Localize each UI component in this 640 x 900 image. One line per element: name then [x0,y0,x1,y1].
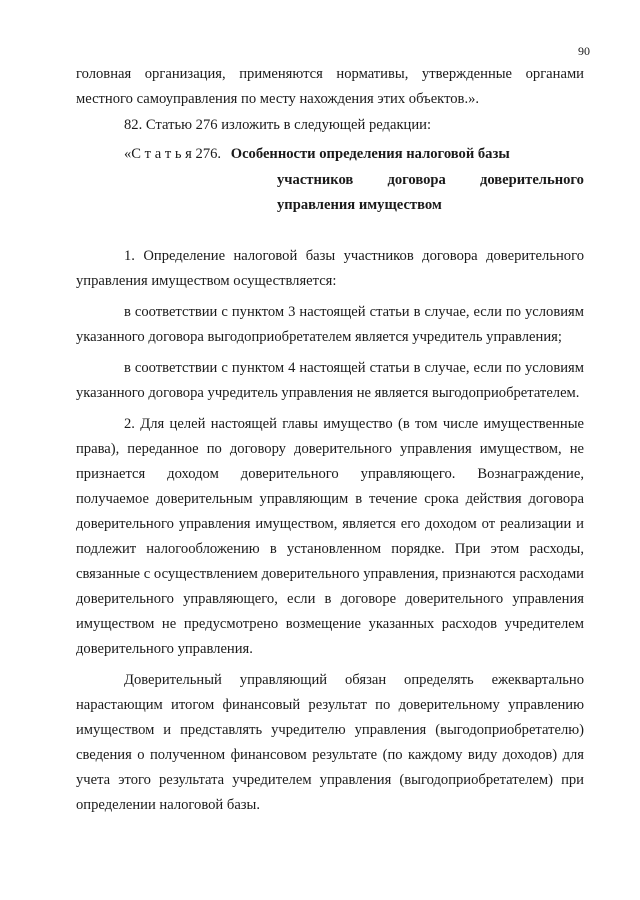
article-title-line-2 [277,168,584,193]
amendment-text: 82. Статью 276 изложить в следующей редакции: [124,117,432,133]
paragraph-1a: в соответствии с пунктом 3 настоящей статьи в случае, если по условиям указанного договора выгодоприобретателем является учредитель управления; [76,304,584,345]
title-word: договора [387,172,446,188]
intro-line-2: местного самоуправления по месту нахождения этих объектов.». [76,91,480,107]
title-word: участников [277,172,354,188]
intro-line-1: головная организация, применяются нормативы, утвержденные органами [76,66,584,82]
title-word: доверительного [479,172,584,188]
paragraph-3: Доверительный управляющий обязан определять ежеквартально нарастающим итогом финансовый результат по доверительному управлению имуществом и представлять учредителю управления (выгодоприобретателю) сведения о полученном финансовом результате (по каждому виду доходов) для учета этого результата учредителем управления (выгодоприобретателем) при определении налоговой базы. [76,672,584,813]
body-block [76,244,584,818]
paragraph-1b: в соответствии с пунктом 4 настоящей статьи в случае, если по условиям указанного договора учредитель управления не является выгодоприобретателем. [76,360,584,401]
article-prefix: «С т а т ь я 276. [124,146,222,162]
paragraph-1: 1. Определение налоговой базы участников договора доверительного управления имуществом осуществляется: [76,248,584,289]
page-number: 90 [578,44,590,58]
intro-block [76,62,584,138]
paragraph-2: 2. Для целей настоящей главы имущество (в том числе имущественные права), переданное по договору доверительного управления имуществом, не признается доходом доверительного управляющего. Вознаграждение, получаемое доверительным управляющим в течение срока действия договора доверительного управления имуществом, является его доходом от реализации и подлежит налогообложению в установленном порядке. При этом расходы, связанные с осуществлением доверительного управления, признаются расходами доверительного управляющего, если в договоре доверительного управления имуществом не предусмотрено возмещение указанных расходов учредителем доверительного управления. [76,416,584,657]
article-title-line-1: Особенности определения налоговой базы [230,146,510,162]
article-heading [124,142,510,167]
article-title-line-3: управления имуществом [277,197,442,213]
